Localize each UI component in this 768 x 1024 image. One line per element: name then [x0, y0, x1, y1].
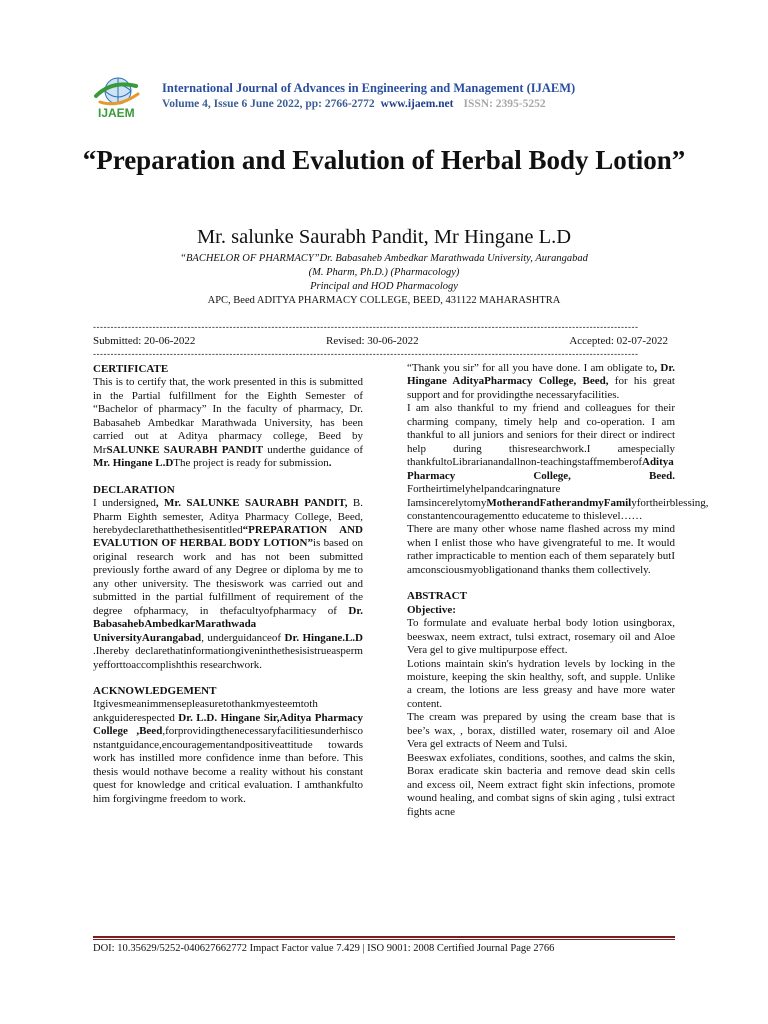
left-column: [93, 363, 363, 806]
text-run-bold: Aditya Pharmacy College, Beed.: [407, 456, 675, 482]
text-run-bold: , Dr. Hingane AdityaPharmacy College, Beed,: [407, 362, 675, 388]
accepted-date: Accepted: 02-07-2022: [569, 335, 668, 347]
text-run-bold: MotherandFatherandmyFamil: [486, 496, 632, 509]
text-run: , underguidanceof: [201, 631, 285, 644]
ijaem-logo: [92, 74, 162, 122]
text-run: Itgivesmeanimmensepleasuretothankmyesteemtoth ankguiderespected: [93, 698, 318, 724]
submitted-date: Submitted: 20-06-2022: [93, 335, 196, 347]
text-run: for his great support and for providingthe necessaryfacilities.: [407, 375, 675, 401]
text-run: B. Pharm Eighth semester, Aditya Pharmacy College, Beed, herebydeclarethatthethesisentitled: [93, 497, 363, 536]
abstract-heading: ABSTRACT: [407, 590, 467, 603]
acknowledgement-paragraph: [93, 698, 363, 806]
declaration-paragraph: [93, 497, 363, 672]
dashed-rule-bottom: ------------------------------------------------------------------------------------------------------------------------------------------------------------: [93, 349, 639, 359]
text-run: is based on original research work and has not been submitted previously forthe award of any Degree or diploma by me to any other university. The thesiswork was carried out and submitted in the partial fulfillment of requirement of the degree ofpharmacy, in thefacultyofpharmacy of: [93, 537, 363, 617]
text-run-bold: Dr. Hingane.L.D: [284, 631, 363, 644]
certificate-heading: CERTIFICATE: [93, 363, 169, 375]
text-run: Fortheirtimelyhelpandcaringnature Iamsincerelytomy: [407, 483, 561, 509]
journal-website: www.ijaem.net: [380, 98, 454, 110]
abstract-paragraph: Beeswax exfoliates, conditions, soothes, and calms the skin, Borax eradicate skin bacteria and remove dead skin cells and excess oil, Neem extract fight skin infections, promote wound healing, and combat signs of skin aging , tulsi extract fights acne: [407, 751, 675, 818]
affiliation-line: (M. Pharm, Ph.D.) (Pharmacology): [308, 267, 460, 278]
article-affiliation: [40, 252, 728, 308]
article-title: “Preparation and Evalution of Herbal Body Lotion”: [82, 145, 686, 175]
page-footer: DOI: 10.35629/5252-040627662772 Impact Factor value 7.429 | ISO 9001: 2008 Certified Journal Page 2766: [93, 943, 555, 954]
affiliation-line: APC, Beed ADITYA PHARMACY COLLEGE, BEED, 431122 MAHARASHTRA: [207, 295, 561, 306]
abstract-paragraph: The cream was prepared by using the cream base that is bee’s wax, , borax, distilled water, rosemary oil and Aloe Vera gel extracts of Neem and Tulsi.: [407, 711, 675, 751]
text-run: “Thank you sir” for all you have done. I am obligate to: [407, 362, 655, 374]
thanks-paragraph-2: [407, 402, 709, 523]
text-run: underthe guidance of: [263, 443, 363, 456]
text-run-bold: .: [328, 457, 332, 470]
objective-heading: Objective:: [407, 603, 456, 616]
declaration-heading: DECLARATION: [93, 483, 175, 496]
text-run: .Ihereby declarethatinformationgiveninthethesisistrueasperm yefforttoaccomplishthis researchwork.: [93, 645, 363, 671]
journal-volume: Volume 4, Issue 6 June 2022, pp: 2766-2772: [162, 98, 375, 110]
text-run-bold: SALUNKE SAURABH PANDIT: [106, 443, 264, 456]
text-run-bold: Dr. L.D. Hingane Sir,Aditya Pharmacy College ,Beed: [93, 711, 363, 738]
thanks-paragraph-3: There are many other whose name flashed across my mind when I enlist those who have givengrateful to me. It would rather impracticable to mention each of them separately butI amconsciousmyobligationand thanks them collectively.: [407, 523, 675, 576]
revised-date: Revised: 30-06-2022: [326, 335, 419, 347]
journal-name: International Journal of Advances in Engineering and Management (IJAEM): [162, 81, 576, 95]
text-run: ,forprovidingthenecessaryfacilitiesunderhisco nstantguidance,encouragementandpositiveattitude towards work has instilled more confidence inme than before. This thesis would nothave become a reality without his constant quest for knowledge and critical evaluation. I amthankfulto him forgivingme freedom to work.: [93, 725, 363, 805]
right-column: [407, 362, 709, 819]
article-authors: Mr. salunke Saurabh Pandit, Mr Hingane L.D: [196, 226, 572, 248]
footer-rule: [93, 936, 675, 938]
text-run: The project is ready for submission: [173, 457, 329, 470]
abstract-paragraph: Lotions maintain skin's hydration levels by locking in the moisture, keeping the skin healthy, soft, and supple. Unlike a cream, the lotions are less greasy and have more water content.: [407, 657, 675, 710]
acknowledgement-heading: ACKNOWLEDGEMENT: [93, 684, 217, 697]
affiliation-line: Principal and HOD Pharmacology: [310, 281, 458, 292]
journal-issn: ISSN: 2395-5252: [463, 98, 546, 110]
certificate-paragraph: [93, 376, 363, 470]
text-run-bold: “PREPARATION AND EVALUTION OF HERBAL BODY LOTION”: [93, 523, 363, 550]
text-run: yfortheirblessing, constantencouragementto educateme to thislevel……: [407, 496, 709, 522]
journal-header: [162, 80, 752, 112]
text-run: I am also thankful to my friend and colleagues for their charming company, timely help and co-operation. I am thankful to all juniors and seniors for their direct or indirect help during thisresearchwork.I amespecially thankfultoLibrarianandallnon-teachingstaffmemberof: [407, 402, 675, 469]
logo-text: IJAEM: [98, 106, 135, 120]
text-run-bold: Mr. Hingane L.D: [93, 457, 174, 470]
text-run-bold: , Mr. SALUNKE SAURABH PANDIT,: [155, 497, 348, 510]
text-run: This is to certify that, the work presented in this is submitted in the Partial fulfillment for the Eighth Semester of “Bachelor of pharmacy” In the faculty of pharmacy, Dr. Babasaheb Ambedkar Marathwada University, has been carried out at Aditya pharmacy college, Beed by Mr: [93, 376, 363, 456]
thanks-paragraph: [407, 362, 675, 402]
journal-meta: [162, 96, 752, 112]
abstract-paragraph: To formulate and evaluate herbal body lotion usingborax, beeswax, neem extract, tulsi extract, rosemary oil and Aloe Vera gel to give multipurpose effect.: [407, 617, 675, 657]
dashed-rule-top: ------------------------------------------------------------------------------------------------------------------------------------------------------------: [93, 322, 639, 332]
text-run-bold: Dr. BabasahebAmbedkarMarathwada UniversityAurangabad: [93, 604, 363, 644]
text-run: I undersigned: [93, 497, 156, 510]
affiliation-line: “BACHELOR OF PHARMACY”Dr. Babasaheb Ambedkar Marathwada University, Aurangabad: [180, 253, 588, 264]
footer-rule-thin: [93, 939, 675, 940]
